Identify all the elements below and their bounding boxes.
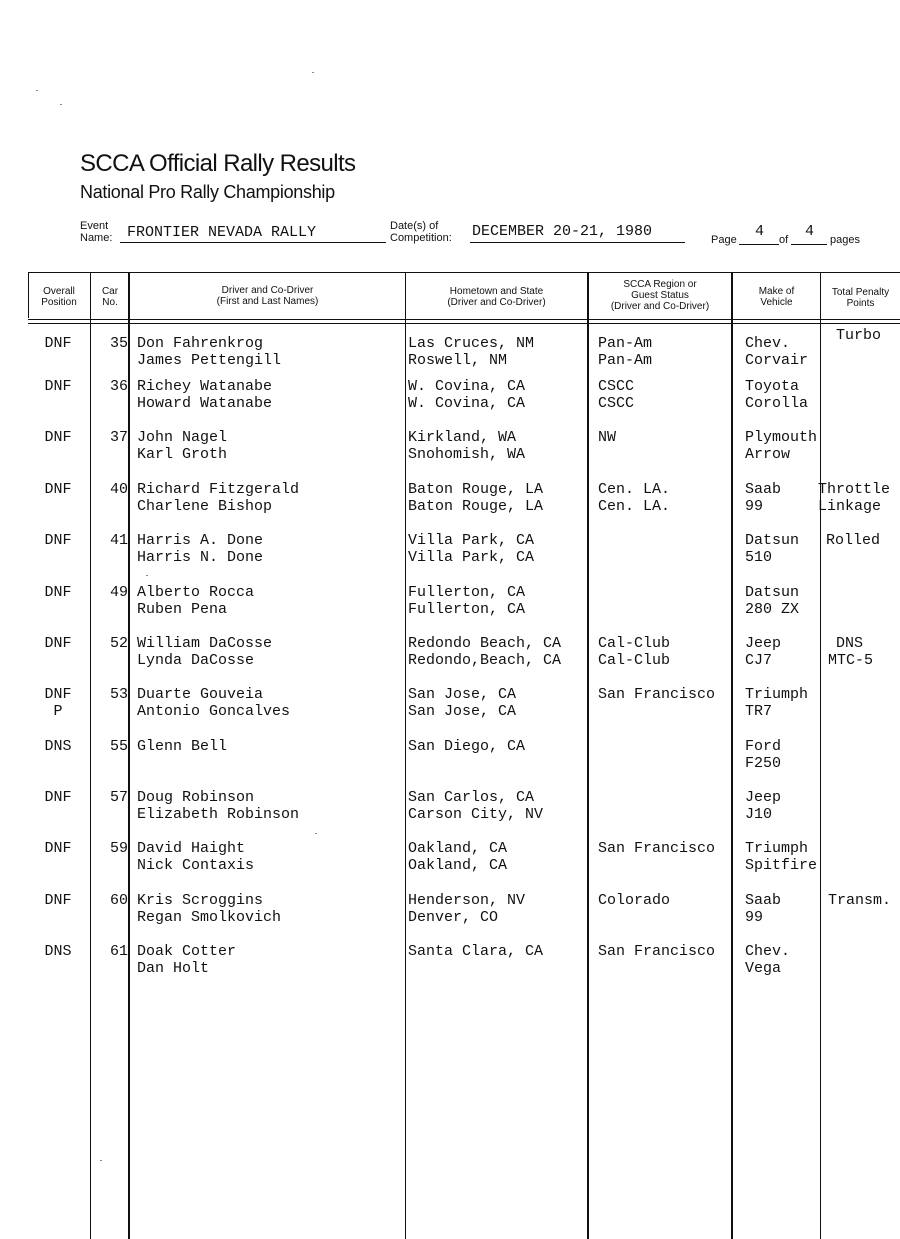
overall-position: DNF xyxy=(44,584,72,601)
driver-hometown: Villa Park, CA xyxy=(408,532,535,549)
page-label: Page xyxy=(711,234,737,246)
regions xyxy=(598,892,670,909)
scan-speck xyxy=(36,90,38,91)
col-header-region: SCCA Region or Guest Status (Driver and Co-Driver) xyxy=(610,279,710,312)
codriver-region: Cen. LA. xyxy=(598,498,671,515)
driver-name: Glenn Bell xyxy=(137,738,228,755)
driver-hometown: Kirkland, WA xyxy=(408,429,517,446)
codriver-name: Nick Contaxis xyxy=(137,857,255,874)
col-header-hometown: Hometown and State (Driver and Co-Driver) xyxy=(447,286,546,308)
codriver-name: Karl Groth xyxy=(137,446,228,463)
vehicle-make-line2: Corvair xyxy=(745,352,809,369)
vehicle-make xyxy=(745,429,817,463)
drivers xyxy=(137,584,254,618)
driver-hometown: Oakland, CA xyxy=(408,840,508,857)
vehicle-make xyxy=(745,378,808,412)
vehicle-make-line2: CJ7 xyxy=(745,652,773,669)
table-row xyxy=(0,789,900,829)
scan-speck xyxy=(100,1160,102,1161)
drivers xyxy=(137,840,254,874)
driver-region: San Francisco xyxy=(598,840,716,857)
driver-name: Richey Watanabe xyxy=(137,378,273,395)
vehicle-make xyxy=(745,584,799,618)
event-name: FRONTIER NEVADA RALLY xyxy=(127,224,317,241)
table-row xyxy=(0,635,900,675)
regions xyxy=(598,840,715,857)
penalty-line1: Turbo xyxy=(836,327,882,344)
pages-label: pages xyxy=(830,234,860,246)
drivers xyxy=(137,532,263,566)
car-number: 52 xyxy=(109,635,128,652)
hometowns xyxy=(408,335,534,369)
codriver-name: Charlene Bishop xyxy=(137,498,273,515)
driver-hometown: San Jose, CA xyxy=(408,686,517,703)
col-header-driver: Driver and Co-Driver (First and Last Names) xyxy=(216,285,319,307)
table-row xyxy=(0,738,900,778)
hometowns xyxy=(408,481,543,515)
codriver-name: Ruben Pena xyxy=(137,601,228,618)
vehicle-make-line2: Vega xyxy=(745,960,782,977)
hometowns xyxy=(408,378,525,412)
hometowns xyxy=(408,943,543,960)
col-header-car: Car No. xyxy=(101,286,119,308)
table-row xyxy=(0,686,900,726)
vehicle-make-line1: Chev. xyxy=(745,943,791,960)
regions xyxy=(598,335,652,369)
codriver-hometown: Redondo,Beach, CA xyxy=(408,652,562,669)
drivers xyxy=(137,943,236,977)
codriver-name: Elizabeth Robinson xyxy=(137,806,300,823)
codriver-name: Howard Watanabe xyxy=(137,395,273,412)
col-header-penalty: Total Penalty Points xyxy=(831,287,890,309)
codriver-name: Dan Holt xyxy=(137,960,210,977)
driver-region: CSCC xyxy=(598,378,635,395)
penalty-points xyxy=(818,481,900,515)
table-row xyxy=(0,378,900,418)
driver-region: Cal-Club xyxy=(598,635,671,652)
scan-speck xyxy=(315,833,317,834)
penalty-points xyxy=(828,635,900,669)
vehicle-make-line1: Triumph xyxy=(745,840,809,857)
overall-position: DNF xyxy=(44,635,72,652)
vehicle-make-line1: Chev. xyxy=(745,335,791,352)
car-number: 57 xyxy=(109,789,128,806)
codriver-hometown: Fullerton, CA xyxy=(408,601,526,618)
codriver-hometown: Denver, CO xyxy=(408,909,499,926)
drivers xyxy=(137,335,281,369)
driver-name: Doug Robinson xyxy=(137,789,255,806)
vehicle-make-line2: 99 xyxy=(745,498,764,515)
vehicle-make-line2: Spitfire xyxy=(745,857,818,874)
penalty-points xyxy=(826,532,900,549)
vehicle-make-line1: Toyota xyxy=(745,378,800,395)
driver-hometown: San Carlos, CA xyxy=(408,789,535,806)
penalty-line1: DNS xyxy=(836,635,864,652)
car-number: 53 xyxy=(109,686,128,703)
driver-name: Don Fahrenkrog xyxy=(137,335,264,352)
codriver-hometown: Baton Rouge, LA xyxy=(408,498,544,515)
penalty-points xyxy=(828,892,900,909)
page-total: 4 xyxy=(805,223,815,240)
car-number: 49 xyxy=(109,584,128,601)
overall-position: DNS xyxy=(44,943,72,960)
drivers xyxy=(137,738,227,755)
driver-hometown: Baton Rouge, LA xyxy=(408,481,544,498)
overall-position xyxy=(28,686,88,720)
vehicle-make xyxy=(745,686,808,720)
vehicle-make-line1: Saab xyxy=(745,481,782,498)
codriver-hometown: Villa Park, CA xyxy=(408,549,535,566)
vehicle-make-line2: Arrow xyxy=(745,446,791,463)
col-header-make: Make of Vehicle xyxy=(758,286,795,308)
table-row xyxy=(0,429,900,469)
drivers xyxy=(137,789,299,823)
car-number: 59 xyxy=(109,840,128,857)
vehicle-make-line1: Datsun xyxy=(745,584,800,601)
regions xyxy=(598,429,616,446)
vehicle-make-line2: 99 xyxy=(745,909,764,926)
vehicle-make-line2: Corolla xyxy=(745,395,809,412)
driver-name: David Haight xyxy=(137,840,246,857)
driver-name: Harris A. Done xyxy=(137,532,264,549)
codriver-name: Regan Smolkovich xyxy=(137,909,282,926)
header-rule-2 xyxy=(28,323,900,324)
codriver-region: Pan-Am xyxy=(598,352,653,369)
vehicle-make-line1: Plymouth xyxy=(745,429,818,446)
codriver-hometown: Roswell, NM xyxy=(408,352,508,369)
header-rule-1 xyxy=(28,319,900,320)
hometowns xyxy=(408,429,525,463)
drivers xyxy=(137,378,272,412)
overall-position: DNF xyxy=(44,378,72,395)
driver-region: Pan-Am xyxy=(598,335,653,352)
hometowns xyxy=(408,840,507,874)
car-number: 61 xyxy=(109,943,128,960)
codriver-region: CSCC xyxy=(598,395,635,412)
scan-speck xyxy=(312,72,314,73)
driver-hometown: Las Cruces, NM xyxy=(408,335,535,352)
drivers xyxy=(137,481,299,515)
table-row xyxy=(0,584,900,624)
codriver-hometown: W. Covina, CA xyxy=(408,395,526,412)
table-top-rule xyxy=(28,272,900,273)
vehicle-make-line1: Saab xyxy=(745,892,782,909)
date-label: Date(s) of Competition: xyxy=(390,220,452,244)
vehicle-make xyxy=(745,789,781,823)
vehicle-make-line2: 280 ZX xyxy=(745,601,800,618)
driver-region: San Francisco xyxy=(598,686,716,703)
page-title: SCCA Official Rally Results xyxy=(80,150,356,177)
codriver-hometown: Carson City, NV xyxy=(408,806,544,823)
overall-position: DNF xyxy=(44,840,72,857)
drivers xyxy=(137,429,227,463)
driver-region: Cen. LA. xyxy=(598,481,671,498)
vehicle-make xyxy=(745,532,799,566)
vehicle-make-line1: Triumph xyxy=(745,686,809,703)
scan-speck xyxy=(60,104,62,105)
table-row xyxy=(0,943,900,983)
vehicle-make xyxy=(745,943,790,977)
codriver-hometown: Santa Clara, CA xyxy=(408,943,544,960)
table-row xyxy=(0,481,900,521)
car-number: 36 xyxy=(109,378,128,395)
car-number: 60 xyxy=(109,892,128,909)
driver-name: Alberto Rocca xyxy=(137,584,255,601)
regions xyxy=(598,686,715,703)
vehicle-make xyxy=(745,481,781,515)
table-row xyxy=(0,532,900,572)
vehicle-make-line1: Jeep xyxy=(745,789,782,806)
overall-position: DNF xyxy=(44,335,72,352)
col-header-position: Overall Position xyxy=(41,286,77,308)
hometowns xyxy=(408,686,516,720)
overall-position-line1: DNF xyxy=(44,686,72,703)
car-number: 37 xyxy=(109,429,128,446)
codriver-hometown: San Jose, CA xyxy=(408,703,517,720)
car-number: 40 xyxy=(109,481,128,498)
driver-name: Richard Fitzgerald xyxy=(137,481,300,498)
penalty-line1: Rolled xyxy=(826,532,881,549)
vehicle-make xyxy=(745,892,781,926)
overall-position: DNF xyxy=(44,429,72,446)
hometowns xyxy=(408,892,525,926)
car-number: 35 xyxy=(109,335,128,352)
drivers xyxy=(137,892,281,926)
vehicle-make-line1: Jeep xyxy=(745,635,782,652)
of-label: of xyxy=(779,234,789,246)
penalty-points xyxy=(836,327,900,344)
hometowns xyxy=(408,738,525,755)
date-underline xyxy=(470,242,685,243)
table-row xyxy=(0,892,900,932)
hometowns xyxy=(408,532,534,566)
vehicle-make xyxy=(745,840,817,874)
event-underline xyxy=(120,242,386,243)
regions xyxy=(598,635,670,669)
hometowns xyxy=(408,789,543,823)
codriver-region: Colorado xyxy=(598,892,671,909)
codriver-name: Lynda DaCosse xyxy=(137,652,255,669)
codriver-hometown: Snohomish, WA xyxy=(408,446,526,463)
vehicle-make xyxy=(745,635,781,669)
regions xyxy=(598,943,715,960)
hometowns xyxy=(408,635,561,669)
table-row xyxy=(0,327,900,375)
codriver-region: San Francisco xyxy=(598,943,716,960)
driver-hometown: Redondo Beach, CA xyxy=(408,635,562,652)
regions xyxy=(598,481,670,515)
vehicle-make-line1: Ford xyxy=(745,738,782,755)
driver-name: Kris Scroggins xyxy=(137,892,264,909)
overall-position: DNS xyxy=(44,738,72,755)
scan-speck xyxy=(146,575,148,576)
codriver-name: James Pettengill xyxy=(137,352,282,369)
driver-hometown: San Diego, CA xyxy=(408,738,526,755)
vehicle-make-line2: F250 xyxy=(745,755,782,772)
vehicle-make-line1: Datsun xyxy=(745,532,800,549)
penalty-line2: Linkage xyxy=(818,498,882,515)
competition-date: DECEMBER 20-21, 1980 xyxy=(472,223,653,240)
car-number: 41 xyxy=(109,532,128,549)
driver-hometown: Henderson, NV xyxy=(408,892,526,909)
overall-position: DNF xyxy=(44,892,72,909)
driver-hometown: Fullerton, CA xyxy=(408,584,526,601)
drivers xyxy=(137,635,272,669)
overall-position-line2: P xyxy=(53,703,63,720)
overall-position: DNF xyxy=(44,789,72,806)
penalty-line1: Throttle xyxy=(818,481,891,498)
regions xyxy=(598,378,634,412)
vehicle-make xyxy=(745,335,808,369)
codriver-name: Harris N. Done xyxy=(137,549,264,566)
car-number: 55 xyxy=(109,738,128,755)
page-total-underline xyxy=(791,244,827,245)
driver-name: John Nagel xyxy=(137,429,228,446)
hometowns xyxy=(408,584,525,618)
page-subtitle: National Pro Rally Championship xyxy=(80,182,335,202)
overall-position: DNF xyxy=(44,532,72,549)
drivers xyxy=(137,686,290,720)
page-number-underline xyxy=(739,244,779,245)
driver-name: Doak Cotter xyxy=(137,943,237,960)
codriver-name: Antonio Goncalves xyxy=(137,703,291,720)
table-row xyxy=(0,840,900,880)
page-number: 4 xyxy=(755,223,765,240)
driver-region: NW xyxy=(598,429,617,446)
driver-hometown: W. Covina, CA xyxy=(408,378,526,395)
vehicle-make-line2: TR7 xyxy=(745,703,773,720)
event-label: Event Name: xyxy=(80,220,113,244)
overall-position: DNF xyxy=(44,481,72,498)
vehicle-make xyxy=(745,738,781,772)
codriver-region: Cal-Club xyxy=(598,652,671,669)
driver-name: William DaCosse xyxy=(137,635,273,652)
codriver-hometown: Oakland, CA xyxy=(408,857,508,874)
penalty-line1: Transm. xyxy=(828,892,892,909)
penalty-line2: MTC-5 xyxy=(828,652,874,669)
vehicle-make-line2: J10 xyxy=(745,806,773,823)
driver-name: Duarte Gouveia xyxy=(137,686,264,703)
vehicle-make-line2: 510 xyxy=(745,549,773,566)
